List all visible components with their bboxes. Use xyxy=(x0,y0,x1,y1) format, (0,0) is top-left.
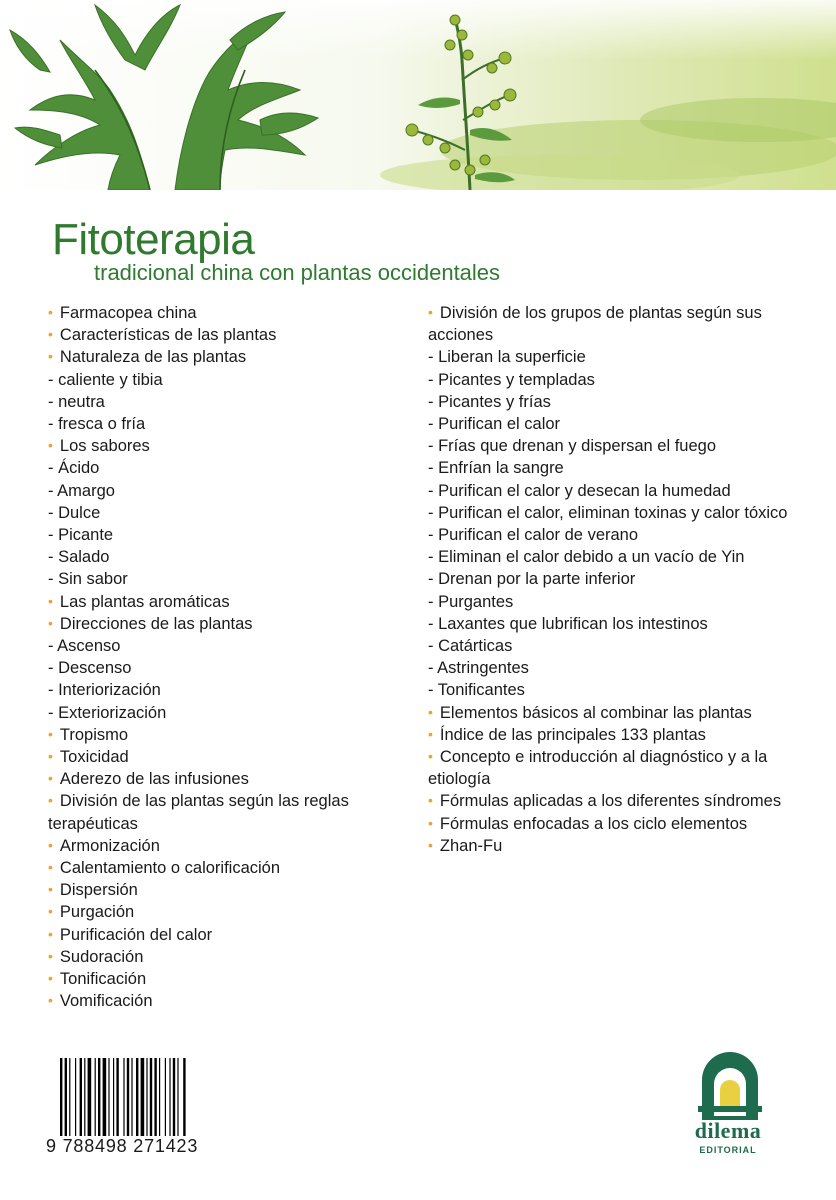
contents-item: • Tropismo xyxy=(48,724,418,746)
page-subtitle: tradicional china con plantas occidentales xyxy=(94,260,501,285)
contents-item: - Exteriorización xyxy=(48,703,167,722)
contents-item: • Concepto e introducción al diagnóstico y a la etiología xyxy=(428,746,788,790)
contents-item: - Purifican el calor, eliminan toxinas y calor tóxico xyxy=(428,503,788,522)
publisher-label: EDITORIAL xyxy=(699,1145,757,1155)
contents-item: - Salado xyxy=(48,548,110,567)
contents-item: - Picantes y frías xyxy=(428,392,551,411)
contents-item: - Enfrían la sangre xyxy=(428,459,564,478)
contents-item: • Índice de las principales 133 plantas xyxy=(428,724,788,746)
contents-item: - Descenso xyxy=(48,659,132,678)
contents-list-right xyxy=(428,302,788,857)
contents-item: • Purgación xyxy=(48,901,418,923)
contents-item: - Ácido xyxy=(48,459,100,478)
contents-item: • Fórmulas enfocadas a los ciclo elementos xyxy=(428,813,788,835)
contents-item: • Las plantas aromáticas xyxy=(48,591,418,613)
contents-item: • Zhan-Fu xyxy=(428,835,788,857)
contents-item: • División de las plantas según las reglas terapéuticas xyxy=(48,790,418,834)
contents-item: • División de los grupos de plantas según sus acciones xyxy=(428,302,788,346)
contents-item: - Eliminan el calor debido a un vacío de Yin xyxy=(428,548,745,567)
contents-item: • Dispersión xyxy=(48,879,418,901)
contents-item: • Tonificación xyxy=(48,968,418,990)
contents-item: - Purifican el calor de verano xyxy=(428,526,639,545)
page-title: Fitoterapia xyxy=(52,215,255,264)
contents-item: - Laxantes que lubrifican los intestinos xyxy=(428,614,708,633)
contents-item: - Purifican el calor y desecan la humedad xyxy=(428,481,731,500)
contents-item: - Astringentes xyxy=(428,659,529,678)
contents-item: • Farmacopea china xyxy=(48,302,418,324)
contents-item: - Liberan la superficie xyxy=(428,348,586,367)
contents-item: • Toxicidad xyxy=(48,746,418,768)
contents-item: - Purifican el calor xyxy=(428,415,561,434)
contents-item: - Amargo xyxy=(48,481,115,500)
contents-item: - Picante xyxy=(48,526,114,545)
contents-item: - Tonificantes xyxy=(428,681,525,700)
contents-item: • Características de las plantas xyxy=(48,324,418,346)
contents-item: • Fórmulas aplicadas a los diferentes síndromes xyxy=(428,790,788,812)
contents-item: - Interiorización xyxy=(48,681,161,700)
contents-item: • Calentamiento o calorificación xyxy=(48,857,418,879)
contents-item: - Sin sabor xyxy=(48,570,128,589)
contents-item: • Purificación del calor xyxy=(48,924,418,946)
contents-item: - caliente y tibia xyxy=(48,370,163,389)
contents-item: - Catárticas xyxy=(428,637,513,656)
contents-item: • Elementos básicos al combinar las plantas xyxy=(428,702,788,724)
contents-item: - fresca o fría xyxy=(48,415,146,434)
contents-item: - neutra xyxy=(48,392,105,411)
isbn-number: 9 788498 271423 xyxy=(46,1136,199,1156)
contents-item: - Purgantes xyxy=(428,592,514,611)
contents-item: - Drenan por la parte inferior xyxy=(428,570,636,589)
contents-item: • Aderezo de las infusiones xyxy=(48,768,418,790)
contents-item: • Armonización xyxy=(48,835,418,857)
publisher-name: dilema xyxy=(694,1118,762,1143)
contents-item: • Los sabores xyxy=(48,435,418,457)
contents-item: • Sudoración xyxy=(48,946,418,968)
contents-item: - Frías que drenan y dispersan el fuego xyxy=(428,437,717,456)
contents-list-left xyxy=(48,302,418,1013)
botanical-header-image xyxy=(0,0,836,190)
contents-item: - Dulce xyxy=(48,503,101,522)
contents-item: • Vomificación xyxy=(48,990,418,1012)
contents-item: - Picantes y templadas xyxy=(428,370,595,389)
contents-item: • Direcciones de las plantas xyxy=(48,613,418,635)
contents-item: - Ascenso xyxy=(48,637,121,656)
contents-item: • Naturaleza de las plantas xyxy=(48,346,418,368)
